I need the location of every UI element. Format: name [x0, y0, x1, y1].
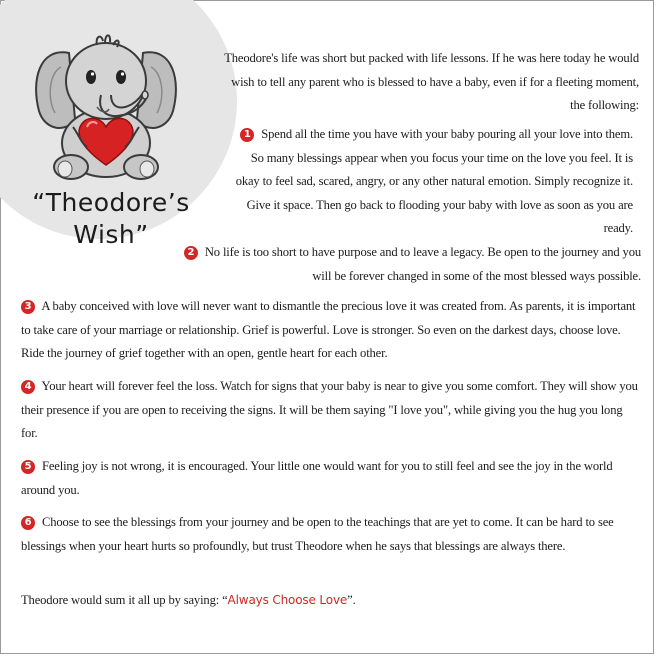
- closing-line: [21, 589, 641, 613]
- closing-open-quote: “: [222, 593, 228, 607]
- title-line-2: Wish”: [73, 220, 149, 249]
- closing-prefix: Theodore would sum it all up by saying:: [21, 593, 223, 607]
- point-2-text: No life is too short to have purpose and to leave a legacy. Be open to the journey and you will be forever changed in some of the most blessed ways possible.: [204, 245, 641, 283]
- point-2: [167, 241, 641, 288]
- point-5-text: Feeling joy is not wrong, it is encouraged. Your little one would want for you to still feel and see the joy in the world around you.: [21, 459, 613, 497]
- point-2-marker: 2: [184, 246, 198, 260]
- point-5: [21, 455, 641, 502]
- point-5-marker: 5: [21, 460, 35, 474]
- closing-end: .: [352, 593, 356, 607]
- point-1-text: Spend all the time you have with your baby pouring all your love into them. So many blessings appear when you focus your time on the love you feel. It is okay to feel sad, scared, angry, or any other natural emotion. Simply recognize it. Give it space. Then go back to flooding your baby with love as soon as you are ready.: [235, 127, 633, 235]
- point-3: [21, 295, 641, 366]
- title-line-1: “Theodore’s: [32, 188, 190, 217]
- point-4: [21, 375, 641, 446]
- point-3-marker: 3: [21, 300, 35, 314]
- elephant-illustration: [31, 23, 181, 183]
- point-6-marker: 6: [21, 516, 35, 530]
- point-4-marker: 4: [21, 380, 35, 394]
- point-6-text: Choose to see the blessings from your journey and be open to the teachings that are yet to come. It can be hard to see blessings when your heart hurts so profoundly, but trust Theodore when he says that blessings are always there.: [21, 515, 614, 553]
- point-6: [21, 511, 641, 558]
- point-1: [231, 123, 633, 241]
- intro-paragraph: Theodore's life was short but packed with life lessons. If he was here today he would wish to tell any parent who is blessed to have a baby, even if for a fleeting moment, the following:: [224, 51, 639, 112]
- point-1-marker: 1: [240, 128, 254, 142]
- point-4-text: Your heart will forever feel the loss. Watch for signs that your baby is near to give you some comfort. They will show you their presence if you are open to receiving the signs. It will be them saying "I love you", while giving you the hug you long for.: [21, 379, 638, 440]
- closing-close-quote: ”: [347, 593, 353, 607]
- point-3-text: A baby conceived with love will never want to dismantle the precious love it was created from. As parents, it is important to take care of your marriage or relationship. Grief is powerful. Love is stronger. So even on the darkest days, choose love. Ride the journey of grief together with an open, gentle heart for each other.: [21, 299, 636, 360]
- closing-highlight: Always Choose Love: [227, 593, 348, 607]
